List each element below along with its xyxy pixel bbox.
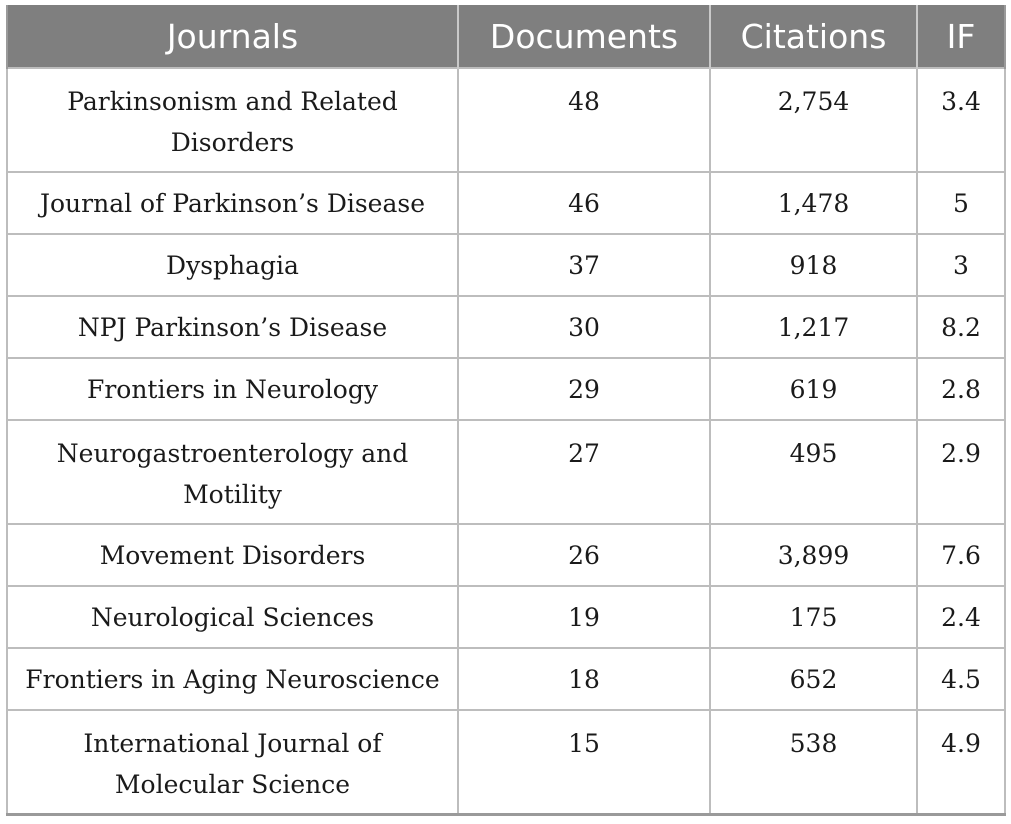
cell-if: 5 xyxy=(917,172,1005,234)
cell-journal: Neurogastroenterology and Motility xyxy=(7,420,458,524)
cell-citations: 2,754 xyxy=(710,68,917,172)
cell-if: 4.5 xyxy=(917,648,1005,710)
journals-table xyxy=(6,5,1006,816)
cell-citations: 3,899 xyxy=(710,524,917,586)
table-row xyxy=(7,648,1005,710)
table-row xyxy=(7,68,1005,172)
cell-documents: 30 xyxy=(458,296,710,358)
header-if: IF xyxy=(917,5,1005,68)
table-row xyxy=(7,172,1005,234)
cell-documents: 19 xyxy=(458,586,710,648)
cell-journal: Frontiers in Neurology xyxy=(7,358,458,420)
cell-journal: Movement Disorders xyxy=(7,524,458,586)
cell-if: 2.8 xyxy=(917,358,1005,420)
cell-if: 4.9 xyxy=(917,710,1005,814)
cell-documents: 29 xyxy=(458,358,710,420)
cell-if: 7.6 xyxy=(917,524,1005,586)
cell-documents: 37 xyxy=(458,234,710,296)
cell-citations: 175 xyxy=(710,586,917,648)
cell-journal: Parkinsonism and Related Disorders xyxy=(7,68,458,172)
cell-if: 2.9 xyxy=(917,420,1005,524)
header-documents: Documents xyxy=(458,5,710,68)
table-row xyxy=(7,234,1005,296)
cell-documents: 26 xyxy=(458,524,710,586)
cell-if: 3 xyxy=(917,234,1005,296)
cell-citations: 1,478 xyxy=(710,172,917,234)
cell-documents: 18 xyxy=(458,648,710,710)
header-citations: Citations xyxy=(710,5,917,68)
cell-if: 8.2 xyxy=(917,296,1005,358)
cell-documents: 48 xyxy=(458,68,710,172)
table-row xyxy=(7,296,1005,358)
table-row xyxy=(7,358,1005,420)
cell-citations: 652 xyxy=(710,648,917,710)
table-row xyxy=(7,710,1005,814)
table-row xyxy=(7,420,1005,524)
cell-journal: Frontiers in Aging Neuroscience xyxy=(7,648,458,710)
cell-journal: Journal of Parkinson’s Disease xyxy=(7,172,458,234)
cell-journal: Neurological Sciences xyxy=(7,586,458,648)
cell-documents: 46 xyxy=(458,172,710,234)
table-row xyxy=(7,524,1005,586)
cell-if: 3.4 xyxy=(917,68,1005,172)
cell-documents: 15 xyxy=(458,710,710,814)
table-header-row xyxy=(7,5,1005,68)
table-row xyxy=(7,586,1005,648)
table-body xyxy=(7,68,1005,814)
cell-citations: 619 xyxy=(710,358,917,420)
cell-journal: Dysphagia xyxy=(7,234,458,296)
header-journals: Journals xyxy=(7,5,458,68)
cell-if: 2.4 xyxy=(917,586,1005,648)
cell-documents: 27 xyxy=(458,420,710,524)
cell-journal: International Journal of Molecular Science xyxy=(7,710,458,814)
journals-table-container xyxy=(6,5,1004,816)
cell-journal: NPJ Parkinson’s Disease xyxy=(7,296,458,358)
cell-citations: 918 xyxy=(710,234,917,296)
cell-citations: 1,217 xyxy=(710,296,917,358)
cell-citations: 495 xyxy=(710,420,917,524)
cell-citations: 538 xyxy=(710,710,917,814)
